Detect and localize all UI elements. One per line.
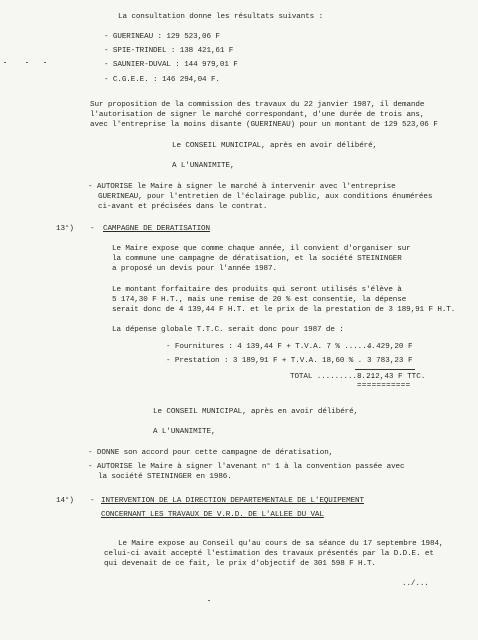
cost-line-label: - Prestation : 3 189,91 F + T.V.A. 18,60 % . [166, 357, 363, 365]
decision-line: la société STEININGER en 1986. [98, 473, 232, 481]
proposal-line: Sur proposition de la commission des travaux du 22 janvier 1987, il demande [90, 101, 425, 109]
authorize-line: - AUTORISE le Maire à signer le marché à intervenir avec l'entreprise [88, 183, 396, 191]
total-double-underline: =========== [357, 382, 411, 390]
section-13-para1-line: la commune une campagne de dératisation, et la société STEININGER [112, 255, 402, 263]
section-14-para1-line: Le Maire expose au Conseil qu'au cours de sa séance du 17 septembre 1984, [118, 540, 444, 548]
decision-line: - AUTORISE le Maire à signer l'avenant n° 1 à la convention passée avec [88, 463, 405, 471]
section-14-para1-line: qui devenait de ce fait, le prix d'objectif de 301 598 F H.T. [104, 560, 376, 568]
section-13-para2-line: serait donc de 4 139,44 F H.T. et le prix de la prestation de 3 189,91 F H.T. [112, 306, 456, 314]
total-label: TOTAL ............. [290, 373, 375, 381]
section-14-dash: - [90, 497, 95, 505]
scan-speck [208, 600, 210, 601]
bid-line: - GUERINEAU : 129 523,06 F [104, 33, 220, 41]
section-14-title-line2: CONCERNANT LES TRAVAUX DE V.R.D. DE L'ALLEE DU VAL [101, 511, 324, 519]
section-13-para2-line: Le montant forfaitaire des produits qui seront utilisés s'élève à [112, 286, 402, 294]
section-14-number: 14°) [56, 497, 74, 505]
proposal-line: avec l'entreprise la moins disante (GUERINEAU) pour un montant de 129 523,06 F [90, 121, 438, 129]
proposal-line: l'autorisation de signer le marché correspondant, d'une durée de trois ans, [90, 111, 425, 119]
cost-line-amount: 3 783,23 F [367, 357, 413, 365]
cost-line-label: - Fournitures : 4 139,44 F + T.V.A. 7 % ....... [166, 343, 376, 351]
section-13-para3: La dépense globale T.T.C. serait donc pour 1987 de : [112, 326, 344, 334]
bid-line: - SPIE-TRINDEL : 138 421,61 F [104, 47, 234, 55]
section-13-number: 13°) [56, 225, 74, 233]
decision-line: - DONNE son accord pour cette campagne de dératisation, [88, 449, 334, 457]
cost-line-amount: 4 429,20 F [367, 343, 413, 351]
section-13-para1-line: a proposé un devis pour l'année 1987. [112, 265, 277, 273]
subtotal-rule [355, 369, 415, 370]
section-13-title: CAMPAGNE DE DERATISATION [103, 225, 210, 233]
authorize-line: ci-avant et précisées dans le contrat. [98, 203, 268, 211]
total-amount: 8 212,43 F TTC. [357, 373, 426, 381]
results-label: La consultation donne les résultats suivants : [118, 13, 324, 21]
scan-speck [4, 62, 6, 63]
unanimity-line: A L'UNANIMITE, [153, 428, 216, 436]
scan-speck [26, 62, 28, 63]
section-13-para1-line: Le Maire expose que comme chaque année, il convient d'organiser sur [112, 245, 411, 253]
council-deliberation: Le CONSEIL MUNICIPAL, après en avoir délibéré, [172, 142, 378, 150]
section-14-para1-line: celui-ci avait accepté l'estimation des travaux présentés par la D.D.E. et [104, 550, 434, 558]
continuation-marker: ../... [402, 580, 429, 588]
section-13-dash: - [90, 225, 95, 233]
section-14-title-line1: INTERVENTION DE LA DIRECTION DEPARTEMENTALE DE L'EQUIPEMENT [101, 497, 364, 505]
authorize-line: GUERINEAU, pour l'entretien de l'éclairage public, aux conditions énumérées [98, 193, 433, 201]
unanimity-line: A L'UNANIMITE, [172, 162, 235, 170]
section-13-para2-line: 5 174,30 F H.T., mais une remise de 20 % est consentie, la dépense [112, 296, 407, 304]
bid-line: - C.G.E.E. : 146 294,04 F. [104, 76, 220, 84]
council-deliberation: Le CONSEIL MUNICIPAL, après en avoir délibéré, [153, 408, 359, 416]
scan-speck [44, 62, 46, 63]
bid-line: - SAUNIER-DUVAL : 144 979,01 F [104, 61, 238, 69]
